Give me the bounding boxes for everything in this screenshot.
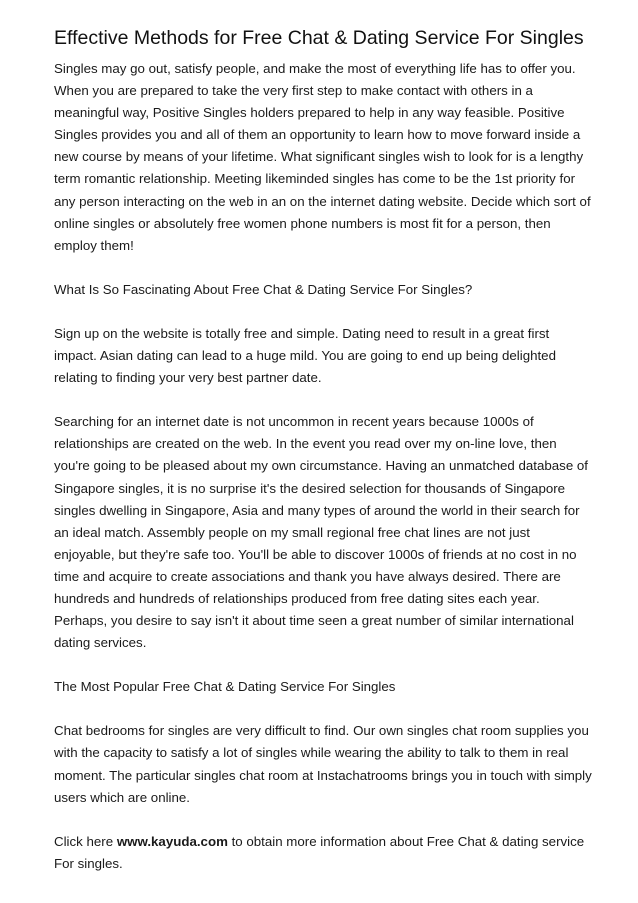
kayuda-link[interactable]: www.kayuda.com	[116, 833, 228, 849]
document-page	[54, 26, 594, 897]
paragraph-chat-bedrooms: Chat bedrooms for singles are very difficult to find. Our own singles chat room supplies you with the capacity to satisfy a lot of singles while wearing the ability to talk to them in real moment. The particular singles chat room at Instachatrooms brings you in touch with simply users which are online.	[54, 723, 592, 805]
paragraph-signup: Sign up on the website is totally free and simple. Dating need to result in a great first impact. Asian dating can lead to a huge mild. You are going to end up being delighted relating to finding your very best partner date.	[54, 325, 556, 386]
section-heading-fascinating: What Is So Fascinating About Free Chat & Dating Service For Singles?	[54, 281, 473, 297]
paragraph-searching: Searching for an internet date is not uncommon in recent years because 1000s of relationships are created on the web. In the event you read over my on-line love, then you're going to be pleased about my own circumstance. Having an unmatched database of Singapore singles, it is no surprise it's the desired selection for thousands of Singapore singles dwelling in Singapore, Asia and many types of around the world in their search for an ideal match. Assembly people on my small regional free chat lines are not just enjoyable, but they're safe too. You'll be able to discover 1000s of friends at no cost in no time and acquire to create associations and thank you have always desired. There are hundreds and hundreds of relationships produced from free dating sites each year. Perhaps, you desire to say isn't it about time seen a great number of similar international dating services.	[54, 414, 589, 651]
closing-suffix: to obtain more information about Free Chat & dating service For singles.	[54, 833, 585, 871]
section-heading-popular: The Most Popular Free Chat & Dating Service For Singles	[54, 679, 396, 695]
closing-prefix: Click here	[54, 833, 117, 849]
closing-paragraph	[54, 831, 594, 875]
intro-paragraph: Singles may go out, satisfy people, and make the most of everything life has to offer you. When you are prepared to take the very first step to make contact with others in a meaningful way, Positive Singles holders prepared to help in any way feasible. Positive Singles provides you and all of them an opportunity to learn how to move forward inside a new course by means of your lifetime. What significant singles wish to look for is a lengthy term romantic relationship. Meeting likeminded singles has come to be the 1st priority for any person interacting on the web in an on the internet dating website. Decide which sort of online singles or absolutely free women phone numbers is most fit for a person, then employ them!	[54, 61, 591, 253]
document-title: Effective Methods for Free Chat & Dating Service For Singles	[54, 27, 584, 49]
